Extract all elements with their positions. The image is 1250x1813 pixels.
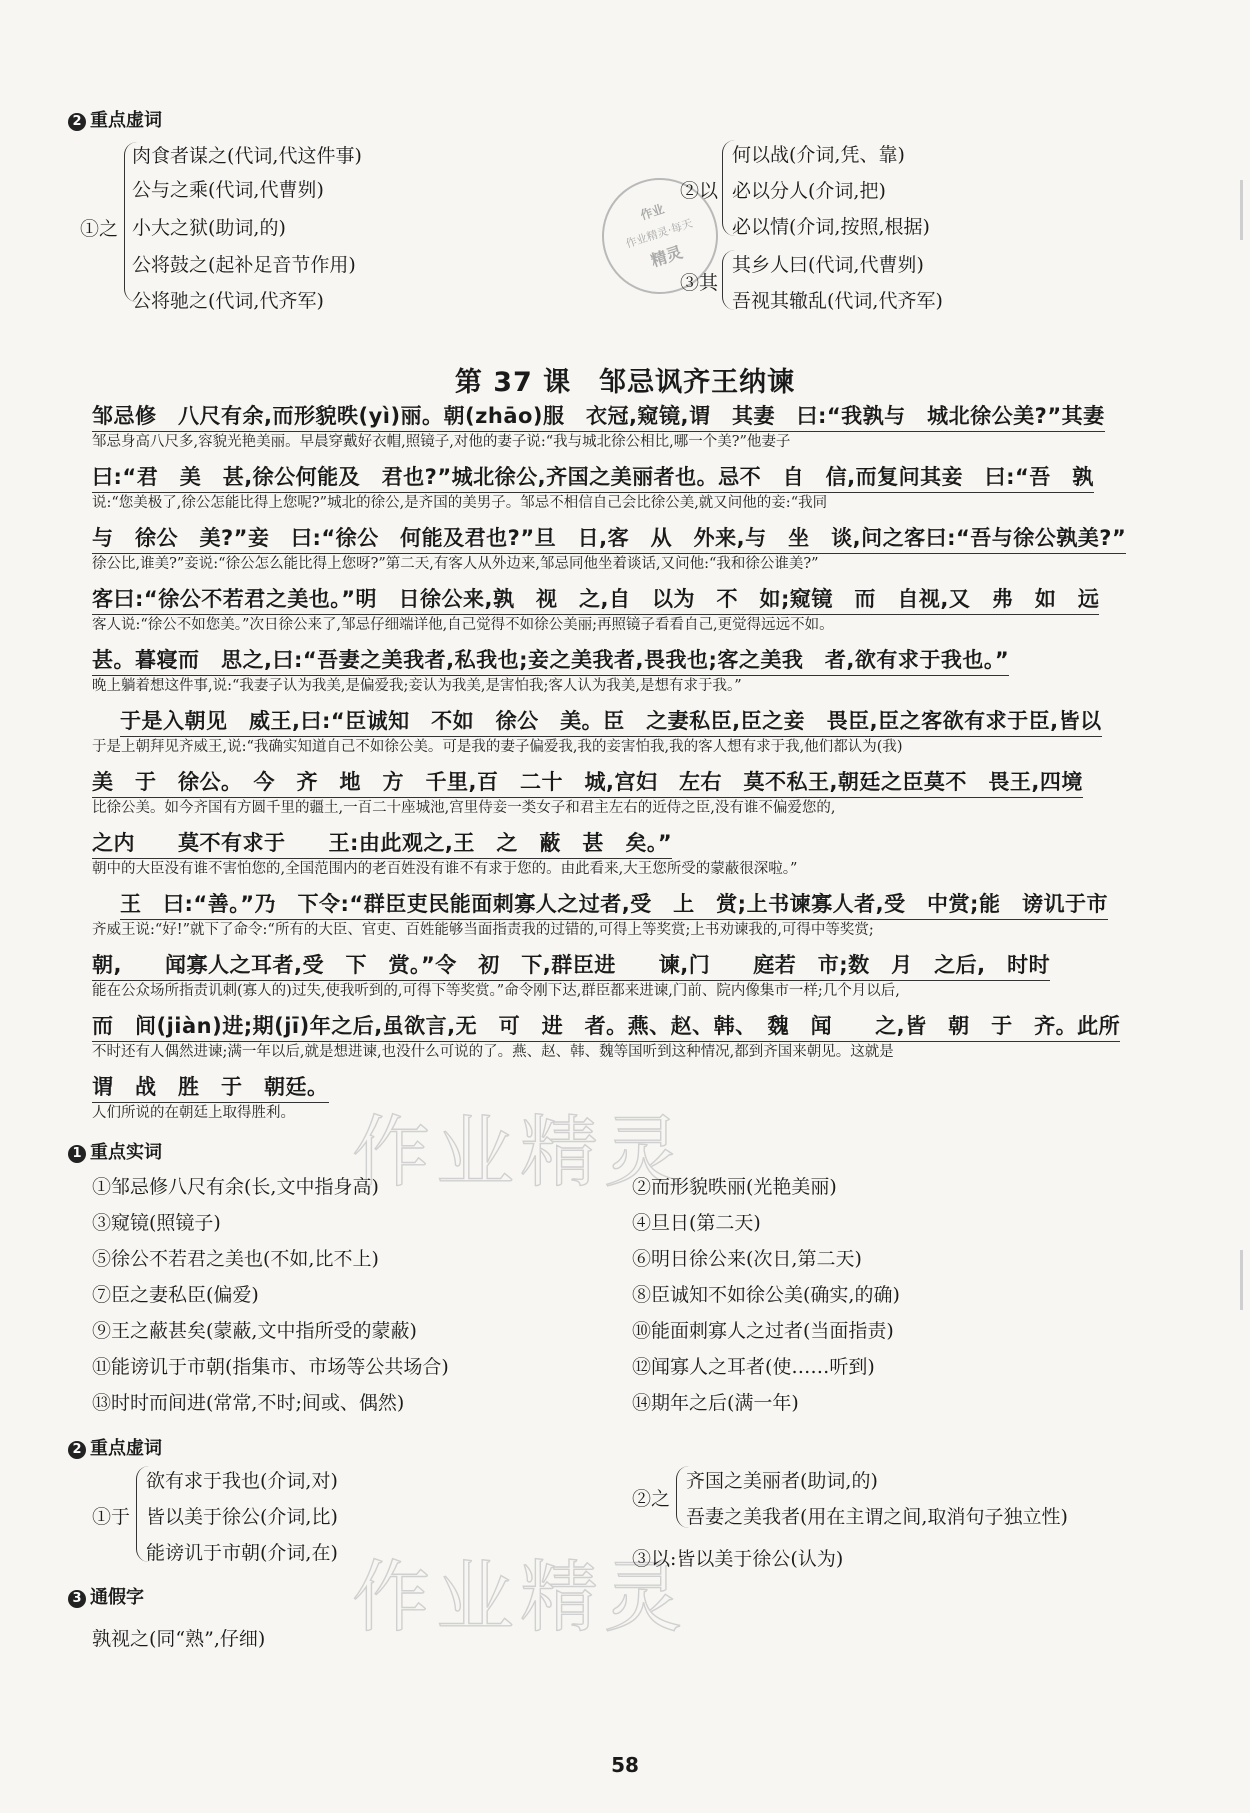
edge-mark — [1240, 1250, 1243, 1310]
passage-original-line: 于是入朝见 威王,曰:“臣诚知 不如 徐公 美。臣 之妻私臣,臣之妾 畏臣,臣之客欲有求于臣,皆以 — [120, 705, 1102, 737]
passage-original-line: 曰:“君 美 甚,徐公何能及 君也?”城北徐公,齐国之美丽者也。忌不 自 信,而复问其妾 曰:“吾 孰 — [92, 461, 1094, 493]
zhi-item-3: 小大之狱(助词,的) — [132, 217, 286, 239]
passage-original-line: 邹忌修 八尺有余,而形貌昳(yì)丽。朝(zhāo)服 衣冠,窥镜,谓 其妻 曰:“我孰与 城北徐公美?”其妻 — [92, 400, 1105, 432]
yi-item-2: 必以分人(介词,把) — [732, 180, 886, 202]
passage-translation-line: 比徐公美。如今齐国有方圆千里的疆土,一百二十座城池,宫里侍妾一类女子和君主左右的近侍之臣,没有谁不偏爱您的, — [92, 800, 836, 816]
yi2-item: ③以:皆以美于徐公(认为) — [632, 1548, 844, 1570]
zhi2-label: ②之 — [632, 1488, 671, 1510]
zhi-label: ①之 — [80, 218, 119, 240]
yu-item-3: 能谤讥于市朝(介词,在) — [146, 1542, 338, 1564]
passage-translation-line: 徐公比,谁美?”妾说:“徐公怎么能比得上您呀?”第二天,有客人从外边来,邹忌同他坐着谈话,又问他:“我和徐公谁美?” — [92, 556, 819, 572]
shici-left-item: ⑤徐公不若君之美也(不如,比不上) — [92, 1248, 379, 1270]
yi-item-3: 必以情(介词,按照,根据) — [732, 216, 930, 238]
passage-translation-line: 人们所说的在朝廷上取得胜利。 — [92, 1105, 295, 1121]
lesson-title: 第 37 课 邹忌讽齐王纳谏 — [454, 367, 796, 398]
passage-translation-line: 客人说:“徐公不如您美。”次日徐公来了,邹忌仔细端详他,自己觉得不如徐公美丽;再照镜子看看自己,更觉得远远不如。 — [92, 617, 834, 633]
passage-translation-line: 晚上躺着想这件事,说:“我妻子认为我美,是偏爱我;妾认为我美,是害怕我;客人认为我美,是想有求于我。” — [92, 678, 742, 694]
passage-translation-line: 不时还有人偶然进谏;满一年以后,就是想进谏,也没什么可说的了。燕、赵、韩、魏等国听到这种情况,都到齐国来朝见。这就是 — [92, 1044, 894, 1060]
passage-translation-line: 于是上朝拜见齐威王,说:“我确实知道自己不如徐公美。可是我的妻子偏爱我,我的妾害怕我,我的客人想有求于我,他们都认为(我) — [92, 739, 903, 755]
stamp-text-middle: 作业精灵·每天 — [624, 216, 695, 251]
passage-translation-line: 能在公众场所指责讥刺(寡人的)过失,使我听到的,可得下等奖赏。”命令刚下达,群臣都来进谏,门前、院内像集市一样;几个月以后, — [92, 983, 900, 999]
zhi2-item-1: 齐国之美丽者(助词,的) — [686, 1470, 878, 1492]
yi-label: ②以 — [680, 180, 719, 202]
section-number-badge: 3 — [68, 1590, 86, 1608]
tongjia-item: 孰视之(同“熟”,仔细) — [92, 1628, 266, 1650]
passage-original-line: 而 间(jiàn)进;期(jī)年之后,虽欲言,无 可 进 者。燕、赵、韩、 魏 闻 之,皆 朝 于 齐。此所 — [92, 1010, 1120, 1042]
qi-label: ③其 — [680, 272, 719, 294]
shici-right-item: ⑩能面刺寡人之过者(当面指责) — [632, 1320, 894, 1342]
section-heading-text: 重点虚词 — [90, 1438, 162, 1459]
shici-right-item: ②而形貌昳丽(光艳美丽) — [632, 1176, 837, 1198]
section-number-badge: 2 — [68, 113, 86, 131]
watermark-text-2: 作业精灵 — [352, 1553, 689, 1643]
zhi-item-1: 肉食者谋之(代词,代这件事) — [132, 145, 362, 167]
yu-label: ①于 — [92, 1506, 131, 1528]
shici-left-item: ⑬时时而间进(常常,不时;间或、偶然) — [92, 1392, 405, 1414]
shici-left-item: ①邹忌修八尺有余(长,文中指身高) — [92, 1176, 379, 1198]
section-heading-xuci — [68, 1434, 162, 1460]
passage-original-line: 王 曰:“善。”乃 下令:“群臣吏民能面刺寡人之过者,受 上 赏;上书谏寡人者,受 中赏;能 谤讥于市 — [120, 888, 1108, 920]
section-heading-shici — [68, 1138, 162, 1164]
shici-left-item: ⑦臣之妻私臣(偏爱) — [92, 1284, 259, 1306]
qi-item-1: 其乡人曰(代词,代曹刿) — [732, 254, 924, 276]
passage-original-line: 之内 莫不有求于 王:由此观之,王 之 蔽 甚 矣。” — [92, 827, 672, 859]
section-heading-text: 重点虚词 — [90, 110, 162, 131]
passage-translation-line: 朝中的大臣没有谁不害怕您的,全国范围内的老百姓没有谁不有求于您的。由此看来,大王您所受的蒙蔽很深啦。” — [92, 861, 798, 877]
section-heading-tongjia — [68, 1583, 144, 1609]
passage-original-line: 美 于 徐公。 今 齐 地 方 千里,百 二十 城,宫妇 左右 莫不私王,朝廷之臣莫不 畏王,四境 — [92, 766, 1083, 798]
passage-original-line: 客曰:“徐公不若君之美也。”明 日徐公来,孰 视 之,自 以为 不 如;窥镜 而 自视,又 弗 如 远 — [92, 583, 1099, 615]
shici-right-item: ④旦日(第二天) — [632, 1212, 761, 1234]
shici-left-item: ③窥镜(照镜子) — [92, 1212, 221, 1234]
shici-right-item: ⑧臣诚知不如徐公美(确实,的确) — [632, 1284, 900, 1306]
qi-item-2: 吾视其辙乱(代词,代齐军) — [732, 290, 943, 312]
stamp-text-top: 作业 — [638, 201, 666, 223]
passage-translation-line: 说:“您美极了,徐公怎能比得上您呢?”城北的徐公,是齐国的美男子。邹忌不相信自己会比徐公美,就又问他的妾:“我同 — [92, 495, 828, 511]
section-heading-text: 通假字 — [90, 1587, 144, 1608]
section-heading-text: 重点实词 — [90, 1142, 162, 1163]
zhi-item-4: 公将鼓之(起补足音节作用) — [132, 254, 356, 276]
zhi-item-2: 公与之乘(代词,代曹刿) — [132, 179, 324, 201]
shici-left-item: ⑪能谤讥于市朝(指集市、市场等公共场合) — [92, 1356, 449, 1378]
shici-right-item: ⑫闻寡人之耳者(使……听到) — [632, 1356, 875, 1378]
passage-translation-line: 邹忌身高八尺多,容貌光艳美丽。早晨穿戴好衣帽,照镜子,对他的妻子说:“我与城北徐公相比,哪一个美?”他妻子 — [92, 434, 791, 450]
passage-original-line: 与 徐公 美?”妾 曰:“徐公 何能及君也?”旦 日,客 从 外来,与 坐 谈,问之客曰:“吾与徐公孰美?” — [92, 522, 1126, 554]
yu-item-2: 皆以美于徐公(介词,比) — [146, 1506, 338, 1528]
yu-item-1: 欲有求于我也(介词,对) — [146, 1470, 338, 1492]
zhi2-item-2: 吾妻之美我者(用在主谓之间,取消句子独立性) — [686, 1506, 1068, 1528]
edge-mark — [1240, 180, 1243, 240]
watermark-text-1: 作业精灵 — [352, 1108, 689, 1198]
shici-left-item: ⑨王之蔽甚矣(蒙蔽,文中指所受的蒙蔽) — [92, 1320, 417, 1342]
passage-original-line: 谓 战 胜 于 朝廷。 — [92, 1071, 329, 1103]
section-number-badge: 2 — [68, 1441, 86, 1459]
passage-original-line: 朝, 闻寡人之耳者,受 下 赏。”令 初 下,群臣进 谏,门 庭若 市;数 月 之后, 时时 — [92, 949, 1050, 981]
shici-right-item: ⑥明日徐公来(次日,第二天) — [632, 1248, 862, 1270]
stamp-text-bottom: 精灵 — [648, 242, 685, 271]
page-number: 58 — [611, 1753, 639, 1777]
yi-item-1: 何以战(介词,凭、靠) — [732, 144, 905, 166]
passage-original-line: 甚。暮寝而 思之,曰:“吾妻之美我者,私我也;妾之美我者,畏我也;客之美我 者,欲有求于我也。” — [92, 644, 1009, 676]
section-number-badge: 1 — [68, 1145, 86, 1163]
passage-translation-line: 齐威王说:“好!”就下了命令:“所有的大臣、官吏、百姓能够当面指责我的过错的,可得上等奖赏;上书劝谏我的,可得中等奖赏; — [92, 922, 874, 938]
zhi-item-5: 公将驰之(代词,代齐军) — [132, 290, 324, 312]
section-heading-xuci-prev — [68, 106, 162, 132]
shici-right-item: ⑭期年之后(满一年) — [632, 1392, 799, 1414]
